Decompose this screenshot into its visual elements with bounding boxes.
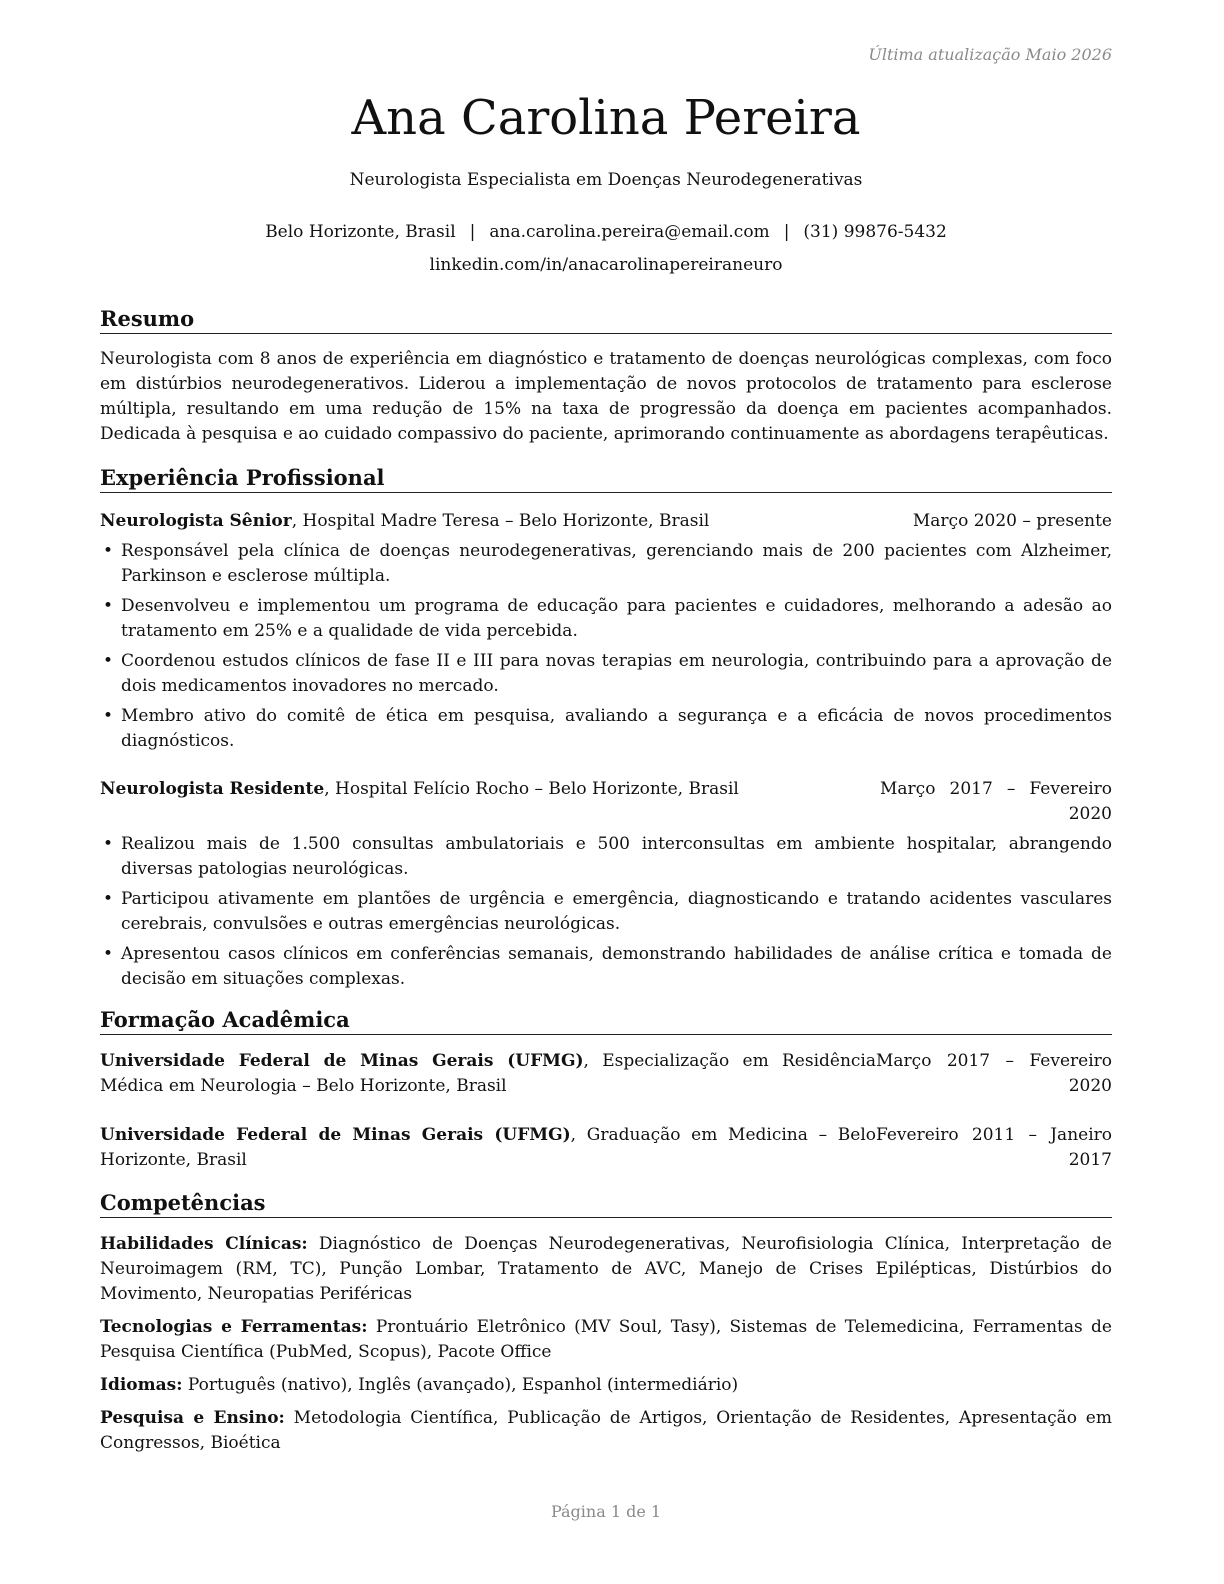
job-place: , Hospital Madre Teresa – Belo Horizonte, Brasil: [291, 511, 710, 531]
skill-label: Pesquisa e Ensino:: [100, 1408, 285, 1428]
skill-group: [100, 1373, 1112, 1398]
list-item: • Responsável pela clínica de doenças neurodegenerativas, gerenciando mais de 200 pacientes com Alzheimer, Parkinson e esclerose múltipla.: [103, 541, 1112, 586]
job-role: Neurologista Sênior: [100, 511, 292, 531]
skill-text: Português (nativo), Inglês (avançado), Espanhol (intermediário): [182, 1375, 739, 1395]
list-item: • Desenvolveu e implementou um programa de educação para pacientes e cuidadores, melhorando a adesão ao tratamento em 25% e a qualidade de vida percebida.: [103, 596, 1112, 641]
skill-text: Metodologia Científica, Publicação de Artigos, Orientação de Residentes, Apresentação em Congressos, Bioética: [100, 1408, 1112, 1453]
skill-text: Prontuário Eletrônico (MV Soul, Tasy), Sistemas de Telemedicina, Ferramentas de Pesquisa Científica (PubMed, Scopus), Pacote Office: [100, 1317, 1112, 1362]
job-place: , Hospital Felício Rocho – Belo Horizonte, Brasil: [324, 779, 739, 799]
experience-section: [100, 465, 1112, 992]
skills-section: [100, 1190, 1112, 1464]
job-header: [100, 509, 1112, 534]
linkedin-link[interactable]: linkedin.com/in/anacarolinapereiraneuro: [429, 255, 783, 275]
job-role: Neurologista Residente: [100, 779, 325, 799]
resume-page: [100, 0, 1112, 1584]
candidate-name: Ana Carolina Pereira: [351, 90, 861, 146]
education-dates: Março 2017 – Fevereiro 2020: [876, 1051, 1112, 1096]
skill-label: Tecnologias e Ferramentas:: [100, 1317, 368, 1337]
degree: , Graduação em Medicina – Belo Horizonte, Brasil: [100, 1125, 877, 1170]
skill-group: [100, 1232, 1112, 1307]
headline: Neurologista Especialista em Doenças Neurodegenerativas: [349, 170, 863, 190]
location: Belo Horizonte, Brasil: [265, 222, 456, 242]
job-entry: [100, 509, 1112, 754]
list-item: • Membro ativo do comitê de ética em pesquisa, avaliando a segurança e a eficácia de novos procedimentos diagnósticos.: [103, 706, 1112, 751]
job-entry: [100, 777, 1112, 992]
skill-group: [100, 1315, 1112, 1365]
education-entry: [100, 1049, 1112, 1099]
contact-line: [100, 220, 1112, 244]
degree: , Especialização em Residência Médica em Neurologia – Belo Horizonte, Brasil: [100, 1051, 876, 1096]
institution: Universidade Federal de Minas Gerais (UFMG): [100, 1125, 571, 1145]
email-link[interactable]: ana.carolina.pereira@email.com: [489, 222, 770, 242]
job-dates: Março 2020 – presente: [912, 511, 1112, 531]
separator: |: [469, 222, 476, 242]
separator: |: [783, 222, 790, 242]
skill-label: Habilidades Clínicas:: [100, 1234, 308, 1254]
education-dates: Fevereiro 2011 – Janeiro 2017: [876, 1125, 1112, 1170]
institution: Universidade Federal de Minas Gerais (UFMG): [100, 1051, 584, 1071]
list-item: • Coordenou estudos clínicos de fase II e III para novas terapias em neurologia, contribuindo para a aprovação de dois medicamentos inovadores no mercado.: [103, 651, 1112, 696]
job-header: [100, 777, 1112, 827]
list-item: • Realizou mais de 1.500 consultas ambulatoriais e 500 interconsultas em ambiente hospitalar, abrangendo diversas patologias neurológicas.: [103, 834, 1112, 879]
job-bullets: [100, 539, 1112, 754]
section-title-skills: Competências: [100, 1190, 1112, 1218]
summary-section: [100, 306, 1112, 447]
summary-text: Neurologista com 8 anos de experiência em diagnóstico e tratamento de doenças neurológicas complexas, com foco em distúrbios neurodegenerativos. Liderou a implementação de novos protocolos de tratamento para esclerose múltipla, resultando em uma redução de 15% na taxa de progressão da doença em pacientes acompanhados. Dedicada à pesquisa e ao cuidado compassivo do paciente, aprimorando continuamente as abordagens terapêuticas.: [100, 349, 1112, 444]
list-item: • Participou ativamente em plantões de urgência e emergência, diagnosticando e tratando acidentes vasculares cerebrais, convulsões e outras emergências neurológicas.: [103, 889, 1112, 934]
job-dates: Março 2017 – Fevereiro 2020: [880, 779, 1112, 824]
last-updated: Última atualização Maio 2026: [868, 45, 1112, 64]
phone: (31) 99876-5432: [803, 222, 947, 242]
skill-label: Idiomas:: [100, 1375, 183, 1395]
education-entry: [100, 1123, 1112, 1173]
section-title-education: Formação Acadêmica: [100, 1007, 1112, 1035]
page-number: Página 1 de 1: [550, 1502, 662, 1521]
skill-text: Diagnóstico de Doenças Neurodegenerativas, Neurofisiologia Clínica, Interpretação de Neuroimagem (RM, TC), Punção Lombar, Tratamento de AVC, Manejo de Crises Epilépticas, Distúrbios do Movimento, Neuropatias Periféricas: [100, 1234, 1112, 1304]
job-bullets: [100, 832, 1112, 992]
education-section: [100, 1007, 1112, 1173]
section-title-experience: Experiência Profissional: [100, 465, 1112, 493]
skill-group: [100, 1406, 1112, 1456]
section-title-summary: Resumo: [100, 306, 1112, 334]
list-item: • Apresentou casos clínicos em conferências semanais, demonstrando habilidades de análise crítica e tomada de decisão em situações complexas.: [103, 944, 1112, 989]
